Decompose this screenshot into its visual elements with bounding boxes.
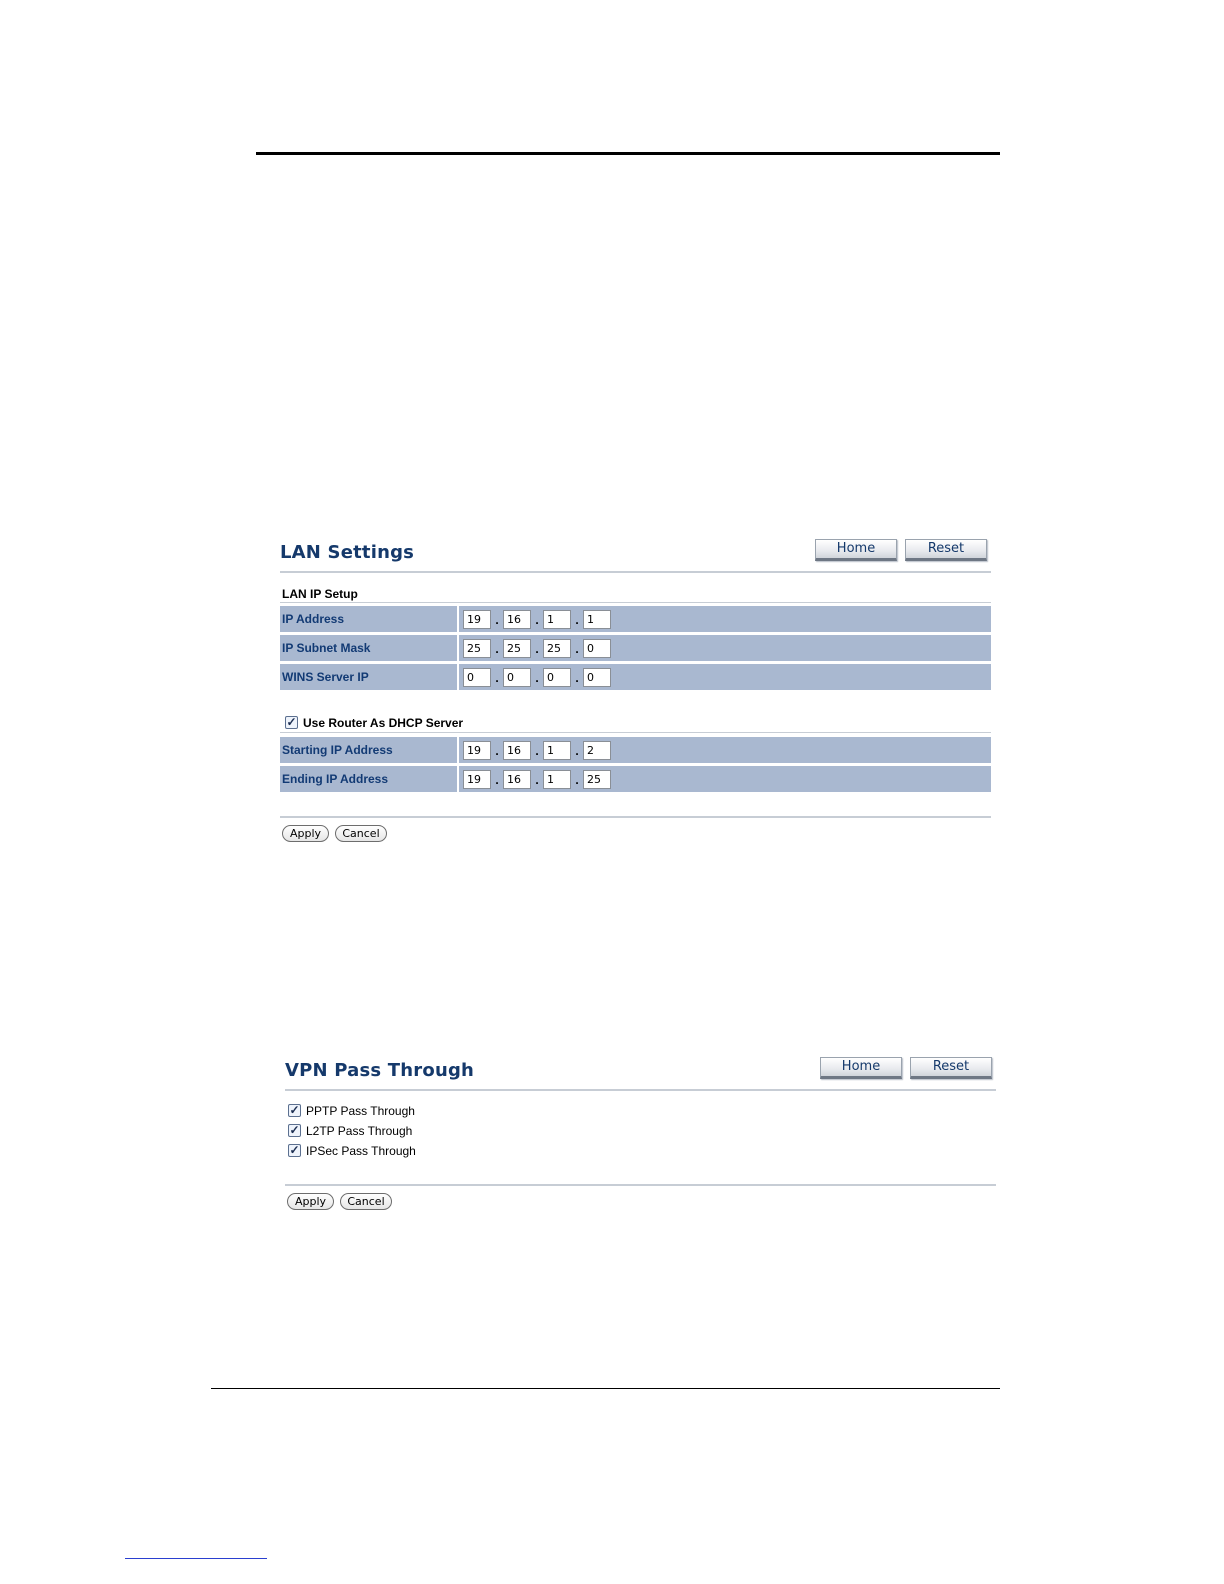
ip-address-row — [280, 606, 991, 632]
ending-ip-octet-1[interactable] — [463, 770, 491, 789]
ip-address-octet-2[interactable] — [503, 610, 531, 629]
subnet-mask-octet-1[interactable] — [463, 639, 491, 658]
vpn-cancel-button[interactable]: Cancel — [340, 1193, 392, 1210]
lan-settings-panel — [280, 535, 992, 845]
vpn-title-divider — [285, 1089, 996, 1091]
pptp-label: PPTP Pass Through — [306, 1104, 415, 1118]
ending-ip-octet-2[interactable] — [503, 770, 531, 789]
page-top-rule — [256, 152, 1000, 155]
lan-ip-setup-heading: LAN IP Setup — [282, 587, 358, 601]
dhcp-divider — [280, 732, 991, 733]
wins-server-row — [280, 664, 991, 690]
ending-ip-octet-4[interactable] — [583, 770, 611, 789]
pptp-checkbox[interactable]: ✓ — [289, 1103, 300, 1117]
vpn-apply-button[interactable]: Apply — [287, 1193, 334, 1210]
ipsec-checkbox[interactable]: ✓ — [289, 1143, 300, 1157]
wins-server-octet-1[interactable] — [463, 668, 491, 687]
vpn-pass-through-title: VPN Pass Through — [285, 1060, 475, 1081]
l2tp-checkbox[interactable]: ✓ — [289, 1123, 300, 1137]
ending-ip-row — [280, 766, 991, 792]
vpn-reset-button[interactable]: Reset — [910, 1057, 992, 1079]
page-bottom-rule — [211, 1388, 1000, 1389]
wins-server-octet-4[interactable] — [583, 668, 611, 687]
section-divider — [280, 602, 991, 603]
dhcp-server-checkbox[interactable]: ✓ — [286, 715, 297, 729]
starting-ip-octet-2[interactable] — [503, 741, 531, 760]
footer-divider — [280, 816, 991, 818]
dhcp-server-label: Use Router As DHCP Server — [303, 716, 464, 730]
starting-ip-row — [280, 737, 991, 763]
l2tp-label: L2TP Pass Through — [306, 1124, 413, 1138]
subnet-mask-octet-3[interactable] — [543, 639, 571, 658]
apply-button[interactable]: Apply — [282, 825, 329, 842]
reset-button[interactable]: Reset — [905, 539, 987, 561]
ip-address-octet-3[interactable] — [543, 610, 571, 629]
wins-server-field: 0 . 0 . 0 . 0 — [463, 669, 611, 686]
wins-server-octet-2[interactable] — [503, 668, 531, 687]
home-button[interactable]: Home — [815, 539, 897, 561]
starting-ip-field: 19 . 16 . 1 . 2 — [463, 742, 611, 759]
subnet-mask-octet-4[interactable] — [583, 639, 611, 658]
starting-ip-octet-3[interactable] — [543, 741, 571, 760]
starting-ip-label: Starting IP Address — [280, 737, 457, 763]
vpn-home-button[interactable]: Home — [820, 1057, 902, 1079]
vpn-pass-through-panel — [285, 1053, 997, 1213]
footer-link-underline[interactable] — [125, 1558, 267, 1559]
ending-ip-field: 19 . 16 . 1 . 25 — [463, 771, 611, 788]
ip-address-octet-4[interactable] — [583, 610, 611, 629]
subnet-mask-field: 25 . 25 . 25 . 0 — [463, 640, 611, 657]
wins-server-label: WINS Server IP — [280, 664, 457, 690]
ip-address-field: 19 . 16 . 1 . 1 — [463, 611, 611, 628]
ending-ip-octet-3[interactable] — [543, 770, 571, 789]
subnet-mask-label: IP Subnet Mask — [280, 635, 457, 661]
cancel-button[interactable]: Cancel — [335, 825, 387, 842]
ip-address-octet-1[interactable] — [463, 610, 491, 629]
subnet-mask-row — [280, 635, 991, 661]
ipsec-label: IPSec Pass Through — [306, 1144, 416, 1158]
wins-server-octet-3[interactable] — [543, 668, 571, 687]
starting-ip-octet-4[interactable] — [583, 741, 611, 760]
lan-settings-title: LAN Settings — [280, 542, 415, 563]
ending-ip-label: Ending IP Address — [280, 766, 457, 792]
vpn-footer-divider — [285, 1184, 996, 1186]
ip-address-label: IP Address — [280, 606, 457, 632]
subnet-mask-octet-2[interactable] — [503, 639, 531, 658]
starting-ip-octet-1[interactable] — [463, 741, 491, 760]
title-divider — [280, 571, 991, 573]
